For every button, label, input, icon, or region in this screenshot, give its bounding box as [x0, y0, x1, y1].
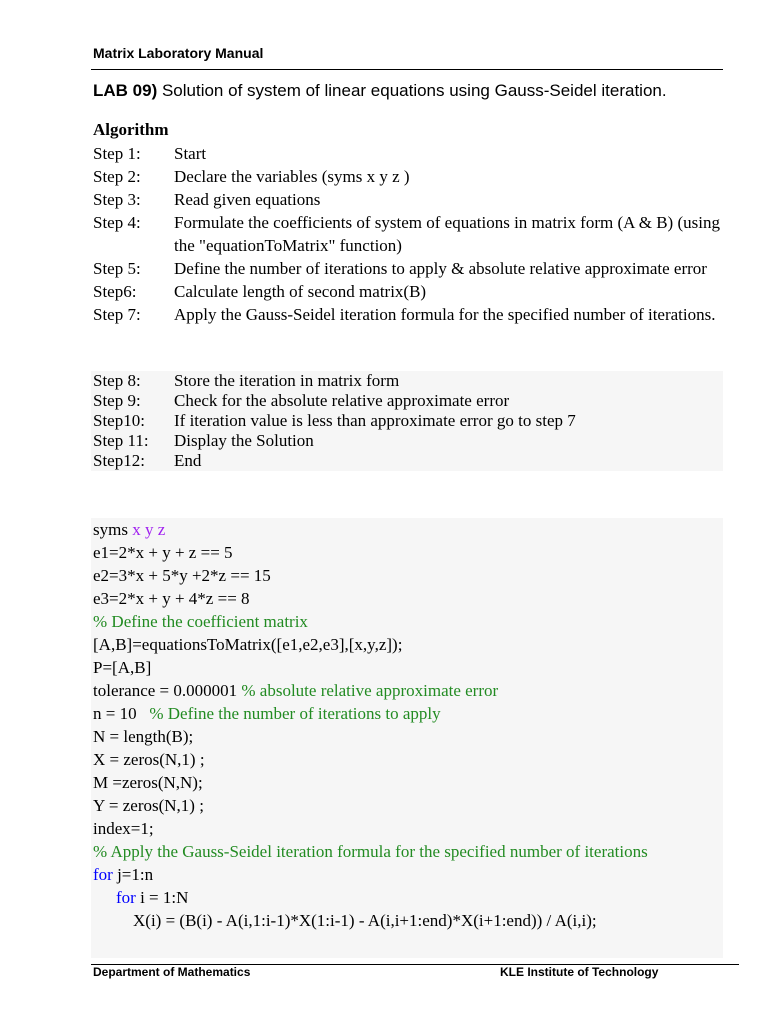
lab-number: LAB 09) [93, 81, 158, 100]
step-number: Step 2: [93, 167, 141, 186]
code-keyword: for [93, 865, 113, 884]
step-9 [91, 391, 723, 411]
code-line: N = length(B); [93, 727, 194, 746]
code-text: syms [93, 520, 133, 539]
step-text: Declare the variables (syms x y z ) [174, 167, 410, 186]
algorithm-heading: Algorithm [93, 120, 169, 139]
step-number: Step12: [93, 451, 145, 470]
footer-institute: KLE Institute of Technology [500, 965, 659, 979]
code-line: P=[A,B] [93, 658, 152, 677]
step-number: Step 7: [93, 305, 141, 324]
step-text: End [174, 451, 202, 470]
code-text: j=1:n [112, 865, 154, 884]
code-line [91, 702, 723, 725]
step-number: Step 11: [93, 431, 149, 450]
code-text: n = 10 [93, 704, 150, 723]
step-number: Step10: [93, 411, 145, 430]
step-11 [91, 431, 723, 451]
algorithm-steps-shaded [91, 371, 723, 471]
code-comment: % Define the coefficient matrix [93, 612, 308, 631]
header-divider [91, 69, 723, 70]
step-text: Start [174, 144, 207, 163]
code-keyword: for [116, 888, 136, 907]
code-line: M =zeros(N,N); [93, 773, 203, 792]
code-comment: % Define the number of iterations to apply [149, 704, 441, 723]
step-number: Step6: [93, 282, 137, 301]
code-line: e1=2*x + y + z == 5 [93, 543, 233, 562]
step-number: Step 4: [93, 213, 141, 232]
page-header-title: Matrix Laboratory Manual [93, 45, 264, 61]
code-symbols: x y z [132, 520, 166, 539]
step-number: Step 5: [93, 259, 141, 278]
footer-department: Department of Mathematics [93, 965, 251, 979]
step-8 [91, 371, 723, 391]
step-text: Apply the Gauss-Seidel iteration formula for the specified number of iterations. [174, 305, 716, 324]
step-text: Define the number of iterations to apply & absolute relative approximate error [174, 259, 707, 278]
step-number: Step 9: [93, 391, 141, 410]
code-line [91, 518, 723, 541]
code-line: e3=2*x + y + 4*z == 8 [93, 589, 250, 608]
step-3 [93, 188, 723, 211]
step-6 [93, 280, 723, 303]
code-comment: % absolute relative approximate error [241, 681, 499, 700]
code-line: Y = zeros(N,1) ; [93, 796, 204, 815]
lab-title-text: Solution of system of linear equations using Gauss-Seidel iteration. [157, 81, 667, 100]
step-text: Display the Solution [174, 431, 314, 450]
step-5 [93, 257, 723, 280]
step-text: Check for the absolute relative approximate error [174, 391, 510, 410]
code-line [91, 863, 723, 886]
step-text: Store the iteration in matrix form [174, 371, 400, 390]
step-10 [91, 411, 723, 431]
algorithm-steps [93, 142, 723, 326]
code-line: e2=3*x + 5*y +2*z == 15 [93, 566, 271, 585]
step-number: Step 1: [93, 144, 141, 163]
step-12 [91, 451, 723, 471]
code-line: X = zeros(N,1) ; [93, 750, 205, 769]
code-line: X(i) = (B(i) - A(i,1:i-1)*X(1:i-1) - A(i,i+1:end)*X(i+1:end)) / A(i,i); [133, 911, 597, 930]
code-line: index=1; [93, 819, 154, 838]
step-1 [93, 142, 723, 165]
step-7 [93, 303, 723, 326]
step-number: Step 8: [93, 371, 141, 390]
code-block [91, 518, 723, 958]
step-text: Read given equations [174, 190, 321, 209]
code-text: tolerance = 0.000001 [93, 681, 242, 700]
code-line [91, 679, 723, 702]
step-text: If iteration value is less than approximate error go to step 7 [174, 411, 576, 430]
step-number: Step 3: [93, 190, 141, 209]
step-4 [93, 211, 723, 257]
step-text: Formulate the coefficients of system of equations in matrix form (A & B) (using the "equationToMatrix" function) [174, 213, 720, 255]
step-text: Calculate length of second matrix(B) [174, 282, 427, 301]
lab-title [93, 81, 667, 101]
code-line [91, 886, 723, 909]
step-2 [93, 165, 723, 188]
code-line: [A,B]=equationsToMatrix([e1,e2,e3],[x,y,z]); [93, 635, 403, 654]
code-text: i = 1:N [135, 888, 189, 907]
code-comment: % Apply the Gauss-Seidel iteration formula for the specified number of iterations [93, 842, 648, 861]
